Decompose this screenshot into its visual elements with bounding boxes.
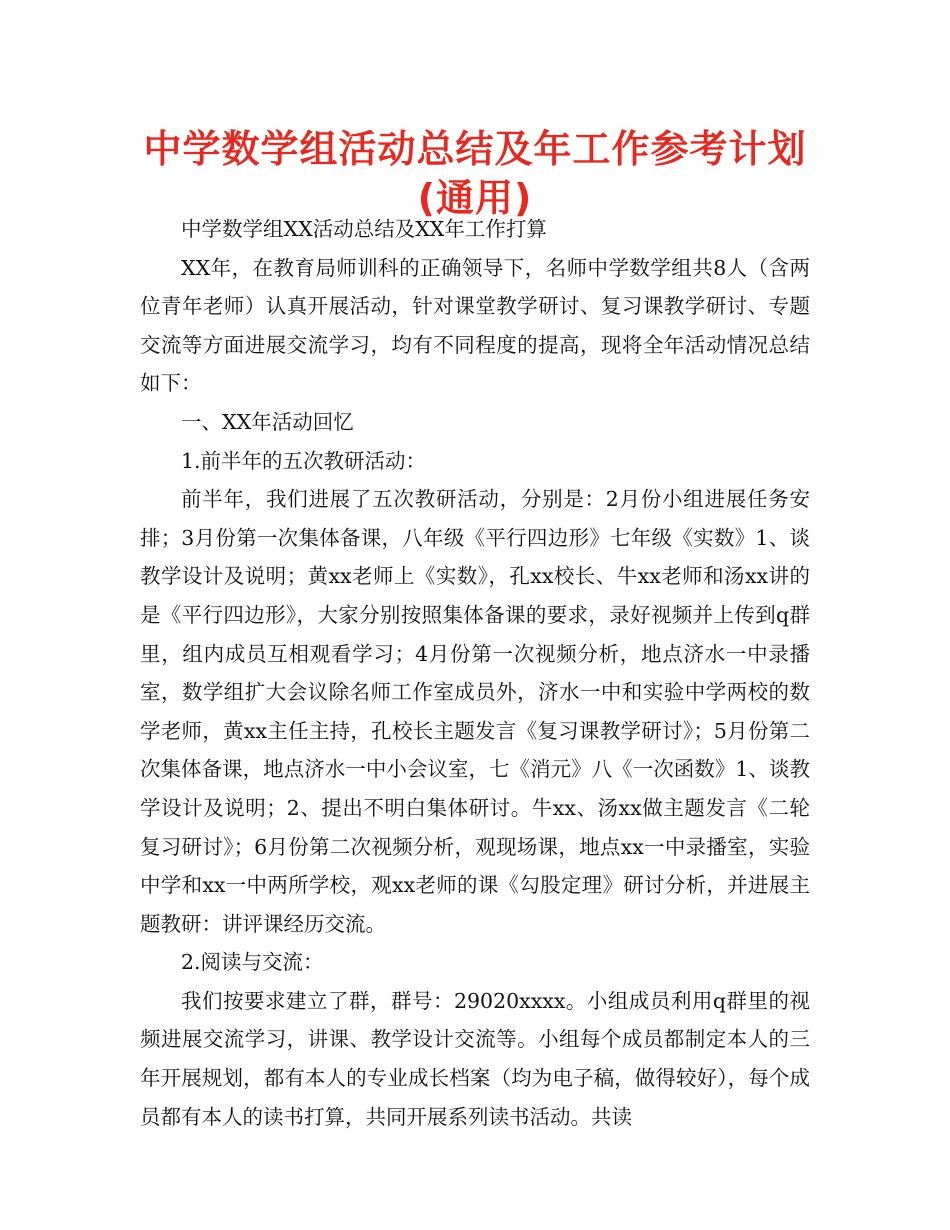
body-paragraph: 我们按要求建立了群，群号：29020xxxx。小组成员利用q群里的视频进展交流学习，讲课、教学设计交流等。小组每个成员都制定本人的三年开展规划，都有本人的专业成长档案（均为电子稿，做得较好），每个成员都有本人的读书打算，共同开展系列读书活动。共读 — [140, 988, 810, 1129]
subtitle-paragraph: 中学数学组XX活动总结及XX年工作打算 — [181, 217, 547, 241]
document-title-line-2: (通用) — [417, 176, 533, 220]
intro-paragraph: XX年，在教育局师训科的正确领导下，名师中学数学组共8人（含两位青年老师）认真开展活动，针对课堂教学研讨、复习课教学研讨、专题交流等方面进展交流学习，均有不同程度的提高，现将全年活动情况总结如下： — [140, 255, 810, 396]
body-paragraph: 前半年，我们进展了五次教研活动，分别是：2月份小组进展任务安排；3月份第一次集体备课，八年级《平行四边形》七年级《实数》1、谈教学设计及说明；黄xx老师上《实数》，孔xx校长、牛xx老师和汤xx讲的是《平行四边形》，大家分别按照集体备课的要求，录好视频并上传到q群里，组内成员互相观看学习；4月份第一次视频分析，地点济水一中录播室，数学组扩大会议除名师工作室成员外，济水一中和实验中学两校的数学老师，黄xx主任主持，孔校长主题发言《复习课教学研讨》；5月份第二次集体备课，地点济水一中小会议室，七《消元》八《一次函数》1、谈教学设计及说明；2、提出不明白集体研讨。牛xx、汤xx做主题发言《二轮复习研讨》；6月份第二次视频分析，观现场课，地点xx一中录播室，实验中学和xx一中两所学校，观xx老师的课《勾股定理》研讨分析，并进展主题教研：讲评课经历交流。 — [140, 487, 810, 936]
subsection-heading: 2.阅读与交流： — [181, 950, 324, 975]
section-heading: 一、XX年活动回忆 — [181, 409, 354, 434]
subsection-heading: 1.前半年的五次教研活动： — [181, 448, 427, 473]
document-title-line-1: 中学数学组活动总结及年工作参考计划 — [143, 127, 807, 171]
document-body — [140, 210, 810, 1136]
